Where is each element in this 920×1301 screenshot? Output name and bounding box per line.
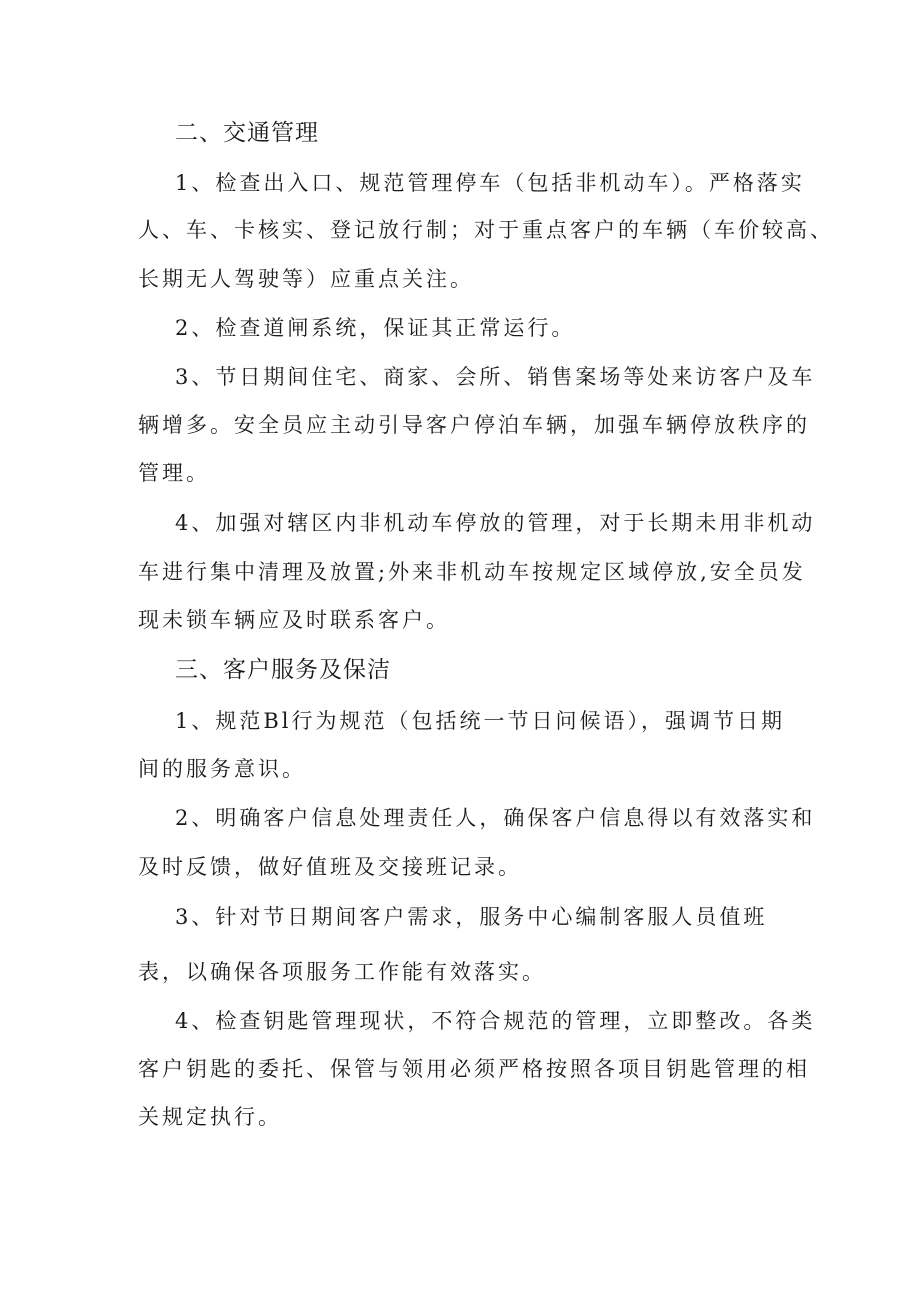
- paragraph-line: 长期无人驾驶等）应重点关注。: [138, 267, 474, 291]
- paragraph-line: 管理。: [138, 461, 210, 485]
- paragraph-line: 人、车、卡核实、登记放行制；对于重点客户的车辆（车价较高、: [138, 218, 834, 242]
- paragraph-line: 4、检查钥匙管理现状，不符合规范的管理，立即整改。各类: [175, 1009, 816, 1033]
- paragraph-line: 关规定执行。: [138, 1105, 282, 1129]
- paragraph-line: 辆增多。安全员应主动引导客户停泊车辆，加强车辆停放秩序的: [138, 413, 810, 437]
- paragraph-line: 1、规范Bl行为规范（包括统一节日问候语），强调节日期: [175, 709, 786, 733]
- section-heading-customer-service: 三、客户服务及保洁: [175, 657, 391, 683]
- paragraph-line: 3、节日期间住宅、商家、会所、销售案场等处来访客户及车: [175, 365, 816, 389]
- paragraph-line: 2、检查道闸系统，保证其正常运行。: [175, 316, 576, 340]
- paragraph-line: 2、明确客户信息处理责任人，确保客户信息得以有效落实和: [175, 806, 816, 830]
- paragraph-line: 4、加强对辖区内非机动车停放的管理，对于长期未用非机动: [175, 511, 816, 535]
- paragraph-line: 表，以确保各项服务工作能有效落实。: [138, 960, 546, 984]
- paragraph-line: 现未锁车辆应及时联系客户。: [138, 608, 450, 632]
- paragraph-line: 车进行集中清理及放置;外来非机动车按规定区域停放,安全员发: [138, 560, 806, 584]
- paragraph-line: 间的服务意识。: [138, 757, 306, 781]
- paragraph-line: 客户钥匙的委托、保管与领用必须严格按照各项目钥匙管理的相: [138, 1057, 810, 1081]
- paragraph-line: 及时反馈，做好值班及交接班记录。: [138, 855, 522, 879]
- section-heading-traffic: 二、交通管理: [175, 120, 319, 146]
- paragraph-line: 3、针对节日期间客户需求，服务中心编制客服人员值班: [175, 905, 768, 929]
- paragraph-line: 1、检查出入口、规范管理停车（包括非机动车）。严格落实: [175, 171, 805, 195]
